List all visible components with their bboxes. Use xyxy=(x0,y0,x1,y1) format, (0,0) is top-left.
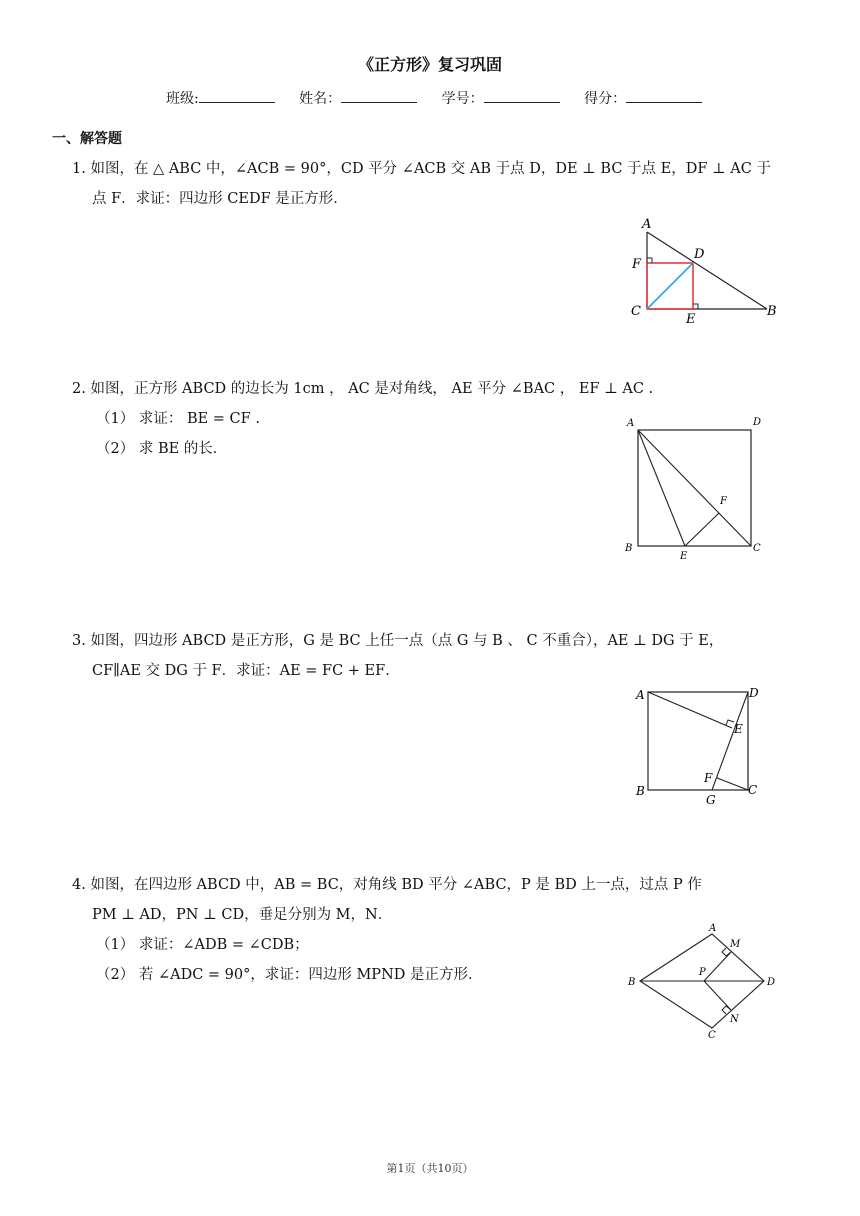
number-label: 学号： xyxy=(441,91,484,107)
name-label: 姓名： xyxy=(299,91,342,107)
fig3-label-f: F xyxy=(704,771,713,785)
fig3-label-b: B xyxy=(636,784,645,798)
page-title: 《正方形》复习巩固 xyxy=(357,55,502,74)
fig1-label-e: E xyxy=(686,312,696,327)
figure-3-square xyxy=(628,680,768,810)
problem-4-line2: PM ⊥ AD，PN ⊥ CD，垂足分别为 M，N． xyxy=(92,907,393,923)
problem-2-line1: 2. 如图，正方形 ABCD 的边长为 1cm ， AC 是对角线， AE 平分 ∠BAC ， EF ⊥ AC . xyxy=(72,381,654,397)
figure-4-quadrilateral xyxy=(622,920,790,1042)
problem-1-line1: 1. 如图，在 △ ABC 中，∠ACB = 90°，CD 平分 ∠ACB 交 AB 于点 D，DE ⊥ BC 于点 E，DF ⊥ AC 于 xyxy=(72,161,771,177)
section-title: 一、解答题 xyxy=(52,131,122,147)
fig1-label-c: C xyxy=(631,304,641,319)
class-blank xyxy=(199,88,275,103)
class-label: 班级: xyxy=(166,91,199,107)
fig1-label-f: F xyxy=(632,257,642,272)
problem-4-sub2: （2） 若 ∠ADC = 90°，求证：四边形 MPND 是正方形． xyxy=(96,967,483,983)
fig1-label-b: B xyxy=(767,304,777,319)
fig1-label-a: A xyxy=(642,217,652,232)
page-footer: 第1页（共10页） xyxy=(386,1162,474,1175)
score-blank xyxy=(626,88,702,103)
fig4-label-c: C xyxy=(708,1030,716,1041)
fig4-label-d: D xyxy=(767,977,776,988)
problem-4-line1: 4. 如图，在四边形 ABCD 中，AB = BC，对角线 BD 平分 ∠ABC，P 是 BD 上一点，过点 P 作 xyxy=(72,877,702,893)
fig3-label-e: E xyxy=(734,722,743,736)
problem-2-sub1: （1） 求证： BE = CF . xyxy=(96,411,260,427)
fig2-label-c: C xyxy=(753,543,761,554)
student-info-row xyxy=(166,88,722,108)
figure-2-square xyxy=(622,414,772,562)
fig4-label-a: A xyxy=(709,923,717,934)
problem-3-line1: 3. 如图，四边形 ABCD 是正方形，G 是 BC 上任一点（点 G 与 B 、 C 不重合），AE ⊥ DG 于 E， xyxy=(72,633,724,649)
problem-4-sub1: （1） 求证：∠ADB = ∠CDB； xyxy=(96,937,309,953)
problem-1-line2: 点 F．求证：四边形 CEDF 是正方形． xyxy=(92,191,348,207)
figure-1-triangle xyxy=(622,212,792,330)
fig3-label-d: D xyxy=(749,686,759,700)
fig2-label-d: D xyxy=(753,417,762,428)
fig4-label-n: N xyxy=(730,1014,739,1025)
fig4-label-p: P xyxy=(699,967,706,978)
problem-2-sub2: （2） 求 BE 的长． xyxy=(96,441,228,457)
fig3-label-c: C xyxy=(748,783,758,797)
fig2-label-b: B xyxy=(625,543,633,554)
fig1-label-d: D xyxy=(694,247,705,262)
name-blank xyxy=(341,88,417,103)
number-blank xyxy=(484,88,560,103)
fig2-label-a: A xyxy=(627,418,635,429)
problem-3-line2: CF∥AE 交 DG 于 F．求证：AE = FC + EF． xyxy=(92,663,400,679)
fig2-label-e: E xyxy=(680,551,688,562)
fig4-label-m: M xyxy=(730,939,741,950)
fig3-label-g: G xyxy=(706,793,716,807)
score-label: 得分： xyxy=(584,91,627,107)
fig4-label-b: B xyxy=(628,977,636,988)
fig2-label-f: F xyxy=(720,496,727,507)
fig3-label-a: A xyxy=(636,688,645,702)
